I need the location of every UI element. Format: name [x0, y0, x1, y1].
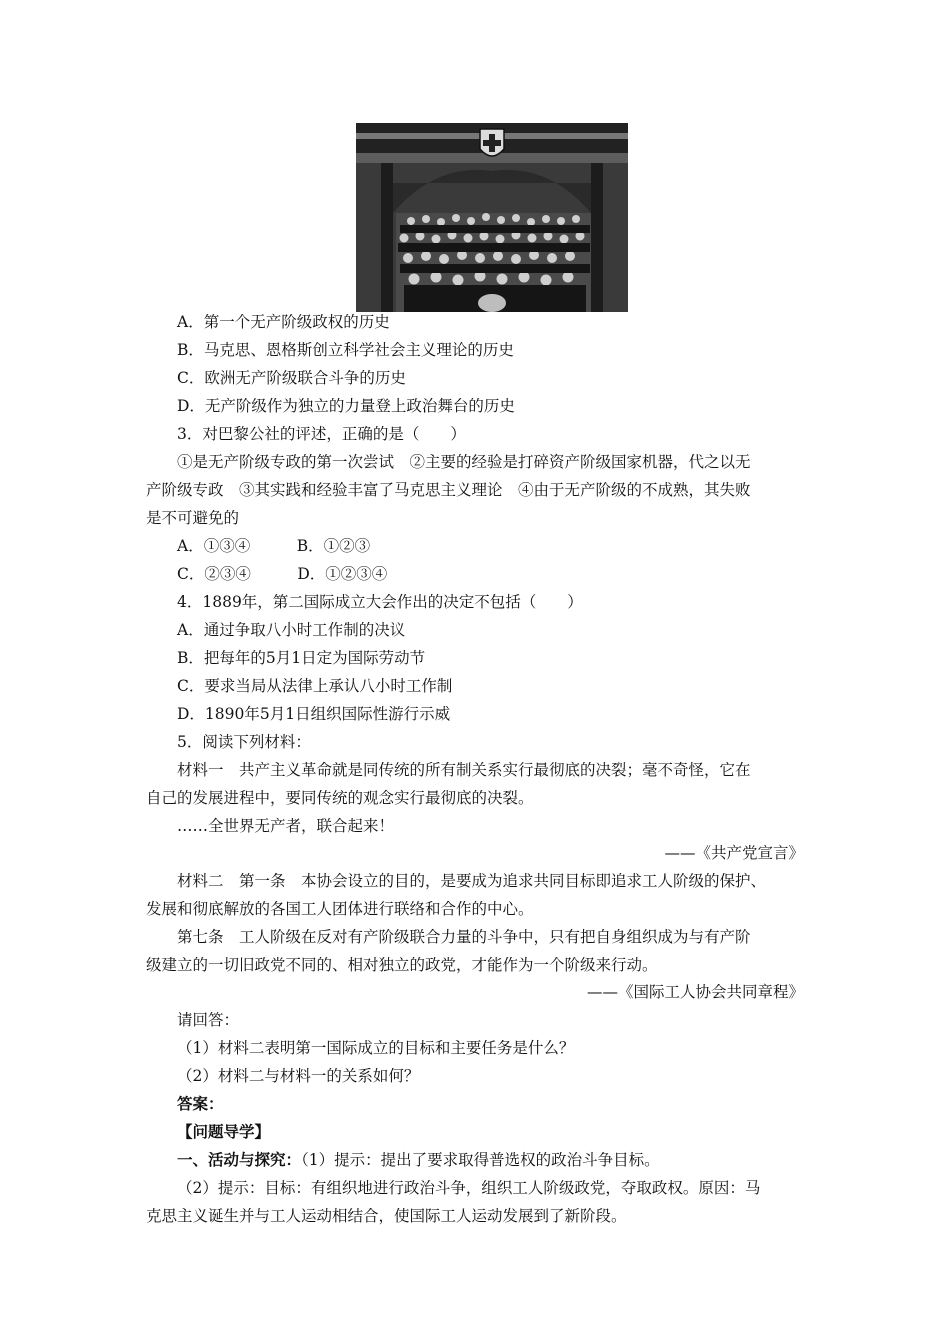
answers-heading: 答案： [177, 1094, 224, 1113]
material-two-article-one: 发展和彻底解放的各国工人团体进行联络和合作的中心。 [146, 900, 534, 918]
material-two-article-one: 材料二 第一条 本协会设立的目的，是要成为追求共同目标即追求工人阶级的保护、 [177, 872, 767, 890]
answers-section-title: 【问题导学】 [177, 1122, 271, 1141]
q4-option-a: A．通过争取八小时工作制的决议 [177, 621, 406, 639]
q4-option-d: D．1890年5月1日组织国际性游行示威 [177, 705, 451, 723]
q3-options-row: C．②③④ D．①②③④ [177, 565, 388, 583]
material-two-article-seven: 级建立的一切旧政党不同的、相对独立的政党，才能作为一个阶级来行动。 [146, 956, 658, 974]
activity-label: 一、活动与探究： [177, 1150, 302, 1169]
q2-option-b: B．马克思、恩格斯创立科学社会主义理论的历史 [177, 341, 514, 359]
q2-option-d: D．无产阶级作为独立的力量登上政治舞台的历史 [177, 397, 515, 415]
q5-stem: 5．阅读下列材料： [177, 733, 311, 751]
q3-statement-line: 产阶级专政 ③其实践和经验丰富了马克思主义理论 ④由于无产阶级的不成熟，其失败 [146, 481, 751, 499]
activity-answer-text: （1）提示：提出了要求取得普选权的政治斗争目标。 [301, 1151, 660, 1169]
activity-answer-1 [177, 1150, 837, 1170]
material-two-article-seven: 第七条 工人阶级在反对有产阶级联合力量的斗争中，只有把自身组织成为与有产阶 [177, 928, 751, 946]
q3-options-row: A．①③④ B．①②③ [177, 537, 371, 555]
q2-option-c: C．欧洲无产阶级联合斗争的历史 [177, 369, 406, 387]
q4-option-c: C．要求当局从法律上承认八小时工作制 [177, 677, 453, 695]
q5-question-1: （1）材料二表明第一国际成立的目标和主要任务是什么？ [177, 1039, 575, 1057]
material-one-line: 自己的发展进程中，要同传统的观念实行最彻底的决裂。 [146, 789, 534, 807]
activity-answer-2-line: 克思主义诞生并与工人运动相结合，使国际工人运动发展到了新阶段。 [146, 1207, 627, 1225]
activity-answer-2-line: （2）提示：目标：有组织地进行政治斗争，组织工人阶级政党，夺取政权。原因：马 [177, 1179, 761, 1197]
q4-option-b: B．把每年的5月1日定为国际劳动节 [177, 649, 426, 667]
group-photo-image [356, 123, 628, 312]
q3-stem: 3．对巴黎公社的评述，正确的是（ ） [177, 425, 466, 443]
material-one-source: ——《共产党宣言》 [664, 844, 804, 862]
material-two-source: ——《国际工人协会共同章程》 [586, 983, 804, 1001]
material-one-slogan: ……全世界无产者，联合起来！ [177, 817, 395, 835]
q5-prompt: 请回答： [177, 1011, 240, 1029]
q3-statement-line: 是不可避免的 [146, 509, 240, 527]
historical-group-photo [356, 123, 628, 312]
q5-question-2: （2）材料二与材料一的关系如何？ [177, 1067, 420, 1085]
q3-statement-line: ①是无产阶级专政的第一次尝试 ②主要的经验是打碎资产阶级国家机器，代之以无 [177, 453, 751, 471]
material-one-line: 材料一 共产主义革命就是同传统的所有制关系实行最彻底的决裂；毫不奇怪，它在 [177, 761, 751, 779]
q2-option-a: A．第一个无产阶级政权的历史 [177, 313, 390, 331]
q4-stem: 4．1889年，第二国际成立大会作出的决定不包括（ ） [177, 593, 583, 611]
